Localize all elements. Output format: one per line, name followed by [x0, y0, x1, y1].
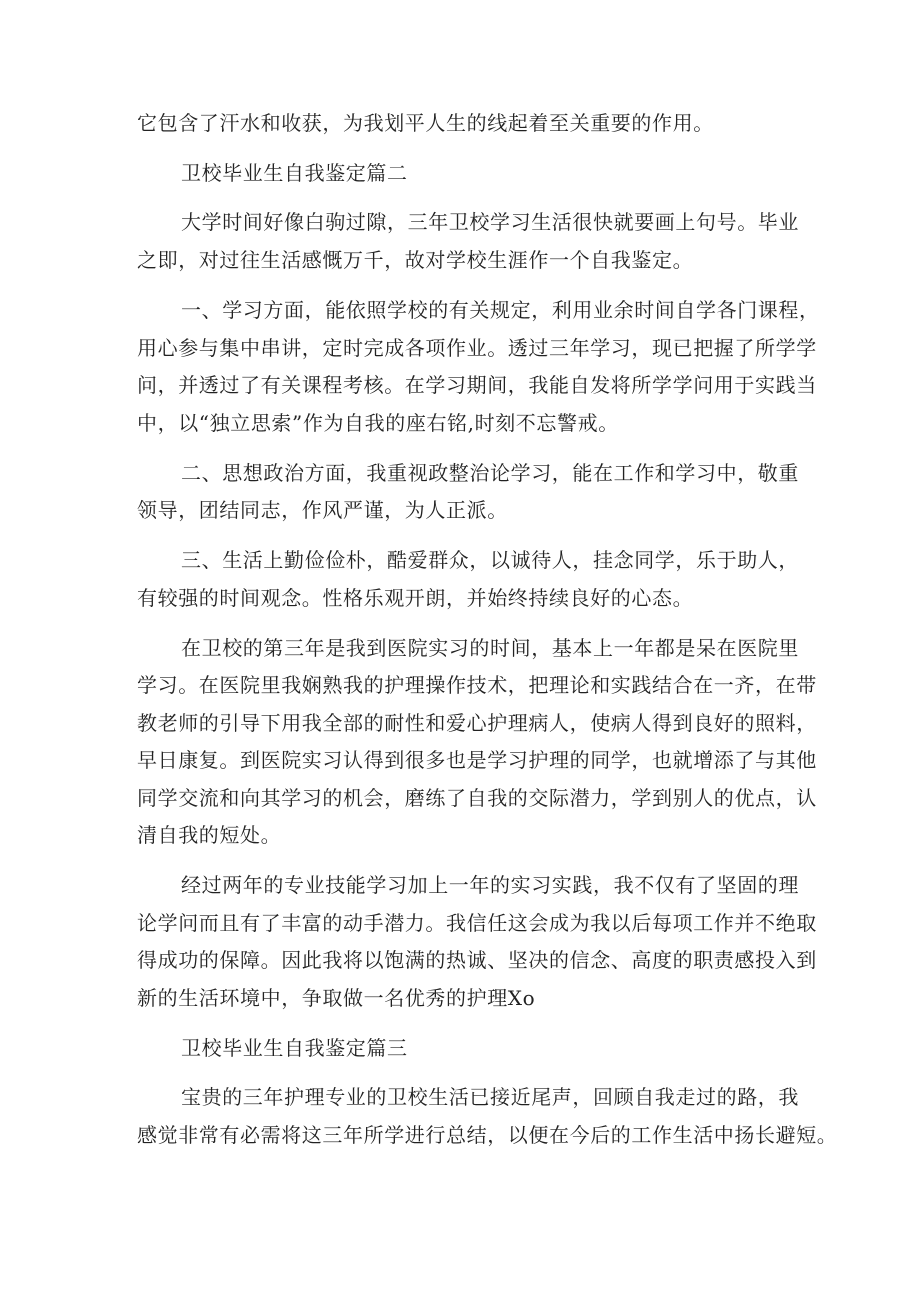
- paragraph-line: 新的生活环境中，争取做一名优秀的护理Xo: [137, 986, 536, 1010]
- paragraph-line: 论学问而且有了丰富的动手潜力。我信任这会成为我以后每项工作并不绝取: [137, 911, 817, 935]
- paragraph-line: 感觉非常有必需将这三年所学进行总结，以便在今后的工作生活中扬长避短。: [137, 1123, 838, 1147]
- paragraph-line: 得成功的保障。因此我将以饱满的热诚、坚决的信念、高度的职责感投入到: [137, 948, 817, 972]
- paragraph-line: 问，并透过了有关课程考核。在学习期间，我能自发将所学学问用于实践当: [137, 373, 817, 397]
- paragraph-line: 教老师的引导下用我全部的耐性和爱心护理病人，使病人得到良好的照料，: [137, 711, 817, 735]
- paragraph-line: 在卫校的第三年是我到医院实习的时间，基本上一年都是呆在医院里: [181, 636, 799, 660]
- paragraph-line: 用心参与集中串讲，定时完成各项作业。透过三年学习，现已把握了所学学: [137, 336, 817, 360]
- paragraph-line: 二、思想政治方面，我重视政整治论学习，能在工作和学习中，敬重: [181, 461, 799, 485]
- paragraph-line: 它包含了汗水和收获，为我划平人生的线起着至关重要的作用。: [137, 111, 714, 135]
- section-heading: 卫校毕业生自我鉴定篇二: [181, 161, 408, 185]
- paragraph-line: 三、生活上勤俭俭朴，酷爱群众，以诚待人，挂念同学，乐于助人，: [181, 548, 799, 572]
- paragraph-line: 一、学习方面，能依照学校的有关规定，利用业余时间自学各门课程，: [181, 298, 820, 322]
- paragraph-line: 同学交流和向其学习的机会，磨练了自我的交际潜力，学到别人的优点，认: [137, 786, 817, 810]
- paragraph-line: 大学时间好像白驹过隙，三年卫校学习生活很快就要画上句号。毕业: [181, 210, 799, 234]
- paragraph-line: 经过两年的专业技能学习加上一年的实习实践，我不仅有了坚固的理: [181, 873, 799, 897]
- paragraph-line: 领导，团结同志，作风严谨，为人正派。: [137, 498, 508, 522]
- paragraph-line: 清自我的短处。: [137, 823, 282, 847]
- paragraph-line: 学习。在医院里我娴熟我的护理操作技术，把理论和实践结合在一齐，在带: [137, 673, 817, 697]
- paragraph-line: 之即，对过往生活感慨万千，故对学校生涯作一个自我鉴定。: [137, 248, 694, 272]
- paragraph-line: 宝贵的三年护理专业的卫校生活已接近尾声，回顾自我走过的路，我: [181, 1085, 799, 1109]
- paragraph-line: 中，以“独立思索”作为自我的座右铭,时刻不忘警戒。: [137, 411, 619, 435]
- paragraph-line: 早日康复。到医院实习认得到很多也是学习护理的同学，也就增添了与其他: [137, 748, 817, 772]
- paragraph-line: 有较强的时间观念。性格乐观开朗，并始终持续良好的心态。: [137, 586, 694, 610]
- section-heading: 卫校毕业生自我鉴定篇三: [181, 1036, 408, 1060]
